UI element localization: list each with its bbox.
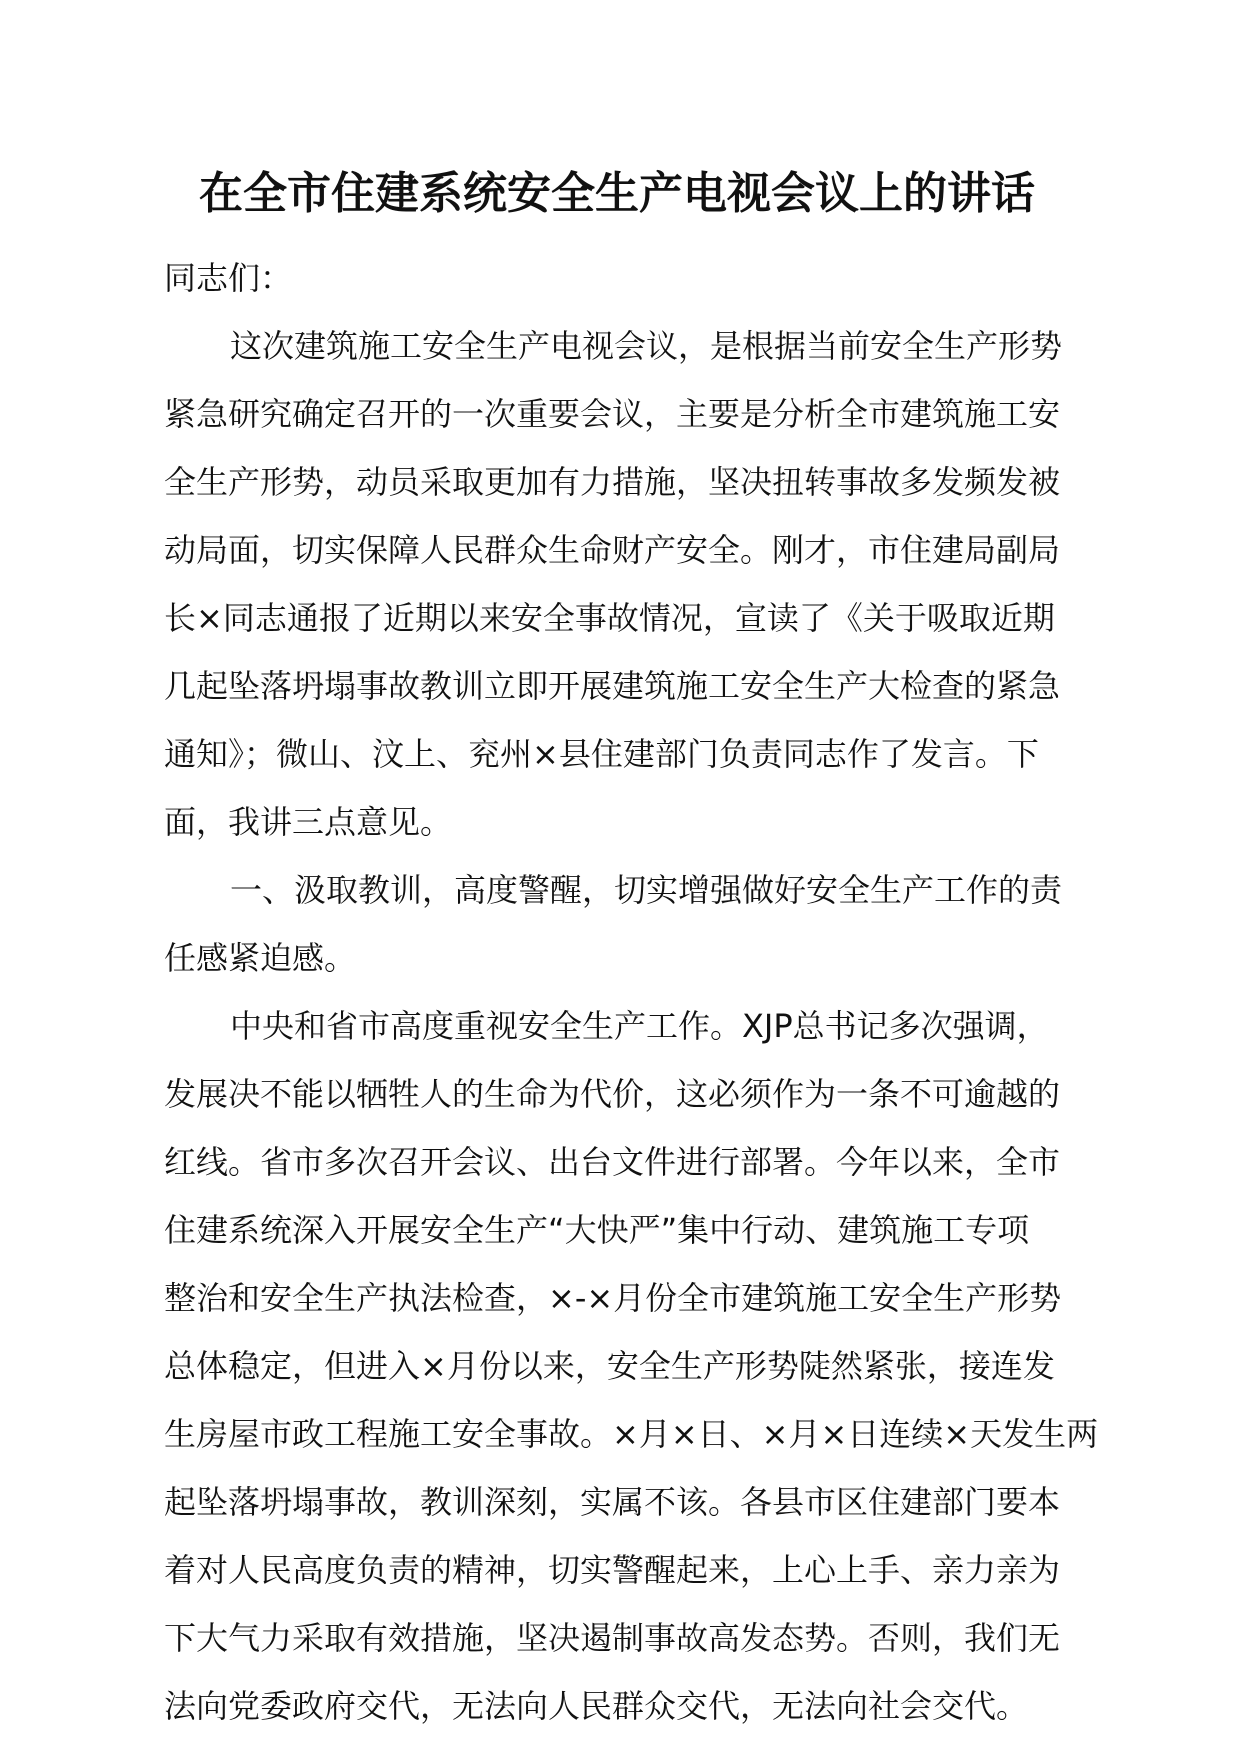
text-line: 动局面，切实保障人民群众生命财产安全。刚才，市住建局副局 [164,531,1061,569]
text-line: 法向党委政府交代，无法向人民群众交代，无法向社会交代。 [164,1687,1029,1725]
text-line: 总体稳定，但进入×月份以来，安全生产形势陡然紧张，接连发 [164,1347,1055,1385]
text-line: 紧急研究确定召开的一次重要会议，主要是分析全市建筑施工安 [164,395,1061,433]
text-line: 通知》；微山、汶上、兖州×县住建部门负责同志作了发言。下 [164,735,1039,773]
text-line: 红线。省市多次召开会议、出台文件进行部署。今年以来，全市 [164,1143,1061,1181]
document-body [164,244,1108,1740]
text-line: 一、汲取教训，高度警醒，切实增强做好安全生产工作的责 [230,871,1063,909]
text-line: 起坠落坍塌事故，教训深刻，实属不该。各县市区住建部门要本 [164,1483,1061,1521]
text-line: 发展决不能以牺牲人的生命为代价，这必须作为一条不可逾越的 [164,1075,1061,1113]
text-line: 生房屋市政工程施工安全事故。×月×日、×月×日连续×天发生两 [164,1415,1099,1453]
text-line: 任感紧迫感。 [164,939,357,977]
salutation: 同志们： [164,259,293,297]
text-line: 几起坠落坍塌事故教训立即开展建筑施工安全生产大检查的紧急 [164,667,1061,705]
document-title: 在全市住建系统安全生产电视会议上的讲话 [199,168,1035,219]
text-line: 中央和省市高度重视安全生产工作。XJP总书记多次强调， [230,1007,1049,1045]
text-line: 着对人民高度负责的精神，切实警醒起来，上心上手、亲力亲为 [164,1551,1061,1589]
paragraph-lines [164,312,1108,1740]
text-line: 全生产形势，动员采取更加有力措施，坚决扭转事故多发频发被 [164,463,1061,501]
text-line: 整治和安全生产执法检查，×-×月份全市建筑施工安全生产形势 [164,1279,1062,1317]
text-line: 住建系统深入开展安全生产“大快严”集中行动、建筑施工专项 [164,1211,1030,1249]
text-line: 这次建筑施工安全生产电视会议，是根据当前安全生产形势 [230,327,1063,365]
text-line: 面，我讲三点意见。 [164,803,453,841]
text-line: 下大气力采取有效措施，坚决遏制事故高发态势。否则，我们无 [164,1619,1061,1657]
text-line: 长×同志通报了近期以来安全事故情况，宣读了《关于吸取近期 [164,599,1055,637]
